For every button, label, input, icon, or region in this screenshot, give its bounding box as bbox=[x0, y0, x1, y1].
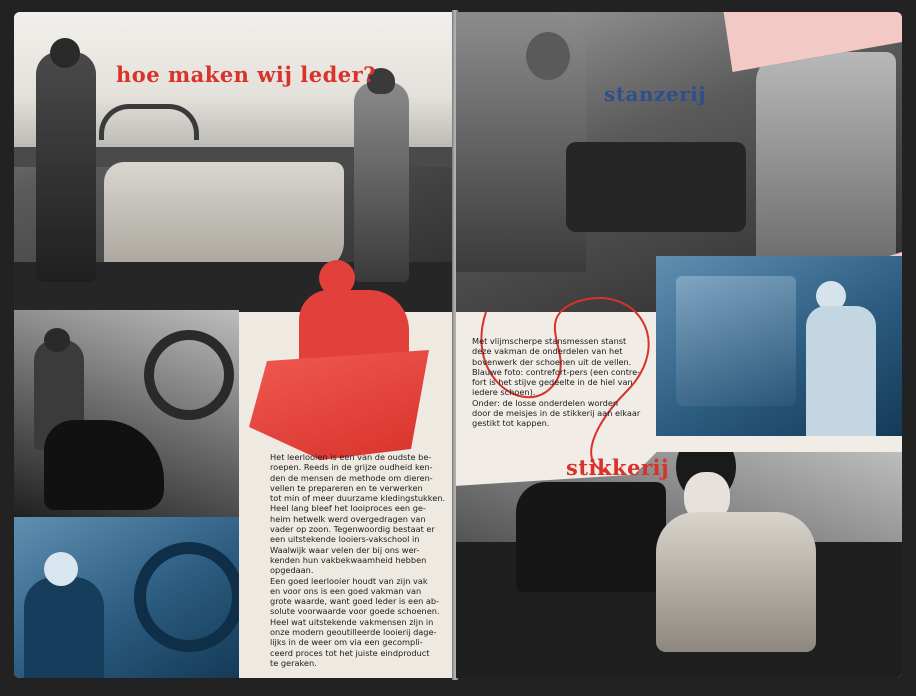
body-line: opgedaan. bbox=[270, 565, 314, 576]
stikkerij-headline: stikkerij bbox=[566, 455, 670, 480]
body-line: en voor ons is een goed vakman van bbox=[270, 585, 422, 596]
body-line: vellen te prepareren en te verwerken bbox=[270, 482, 423, 493]
body-line: tot min of meer duurzame kledingstukken. bbox=[270, 493, 446, 504]
body-line: Het leerlooien is een van de oudste be- bbox=[270, 452, 432, 462]
body-line: heim hetwelk werd overgedragen van bbox=[270, 513, 426, 524]
tannery-blue-photo bbox=[14, 517, 239, 678]
stikkerij-photo bbox=[456, 452, 902, 678]
caption-line: deze vakman de onderdelen van het bbox=[472, 346, 623, 357]
caption-line: door de meisjes in de stikkerij aan elkaar bbox=[472, 408, 641, 419]
caption-line: fort is het stijve gedeelte in de hiel van bbox=[472, 377, 633, 388]
body-line: een uitstekende looiers-vakschool in bbox=[270, 534, 420, 545]
body-line: solute voorwaarde voor goede schoenen. bbox=[270, 606, 440, 617]
body-line: Heel lang bleef het looiproces een ge- bbox=[270, 503, 426, 514]
stanzerij-headline: stanzerij bbox=[604, 82, 706, 106]
caption-line: iedere schoen). bbox=[472, 387, 536, 398]
tannery-machine-photo bbox=[14, 310, 239, 520]
right-page bbox=[456, 12, 902, 678]
left-body-text bbox=[270, 452, 448, 668]
caption-line: Onder: de losse onderdelen worden bbox=[472, 397, 619, 408]
red-tanner-figure bbox=[239, 260, 454, 473]
body-line: Waalwijk waar velen der bij ons wer- bbox=[270, 544, 420, 555]
body-line: vader op zoon. Tegenwoordig bestaat er bbox=[270, 524, 435, 535]
page-headline: hoe maken wij leder? bbox=[116, 62, 376, 87]
body-line: onze modern geoutilleerde looierij dage- bbox=[270, 627, 437, 638]
caption-line: Blauwe foto: contrefort-pers (een contre- bbox=[472, 366, 641, 377]
body-line: roepen. Reeds in de grijze oudheid ken- bbox=[270, 462, 433, 473]
body-line: Een goed leerlooier houdt van zijn vak bbox=[270, 575, 428, 586]
right-caption-text bbox=[472, 336, 682, 429]
body-line: te geraken. bbox=[270, 657, 317, 668]
body-line: grote waarde, want goed leder is een ab- bbox=[270, 596, 440, 607]
caption-line: gestikt tot kappen. bbox=[472, 418, 550, 429]
body-line: Heel wat uitstekende vakmensen zijn in bbox=[270, 616, 434, 627]
caption-line: bovenwerk der schoenen uit de vellen. bbox=[472, 356, 632, 367]
left-page bbox=[14, 12, 454, 678]
body-line: ceerd proces tot het juiste eindproduct bbox=[270, 647, 430, 658]
caption-line: Met vlijmscherpe stansmessen stanst bbox=[472, 336, 627, 346]
body-line: den de mensen de methode om dieren- bbox=[270, 472, 433, 483]
body-line: lijks in de weer om via een gecompli- bbox=[270, 637, 423, 648]
body-line: kenden hun vakbekwaamheid hebben bbox=[270, 554, 427, 565]
